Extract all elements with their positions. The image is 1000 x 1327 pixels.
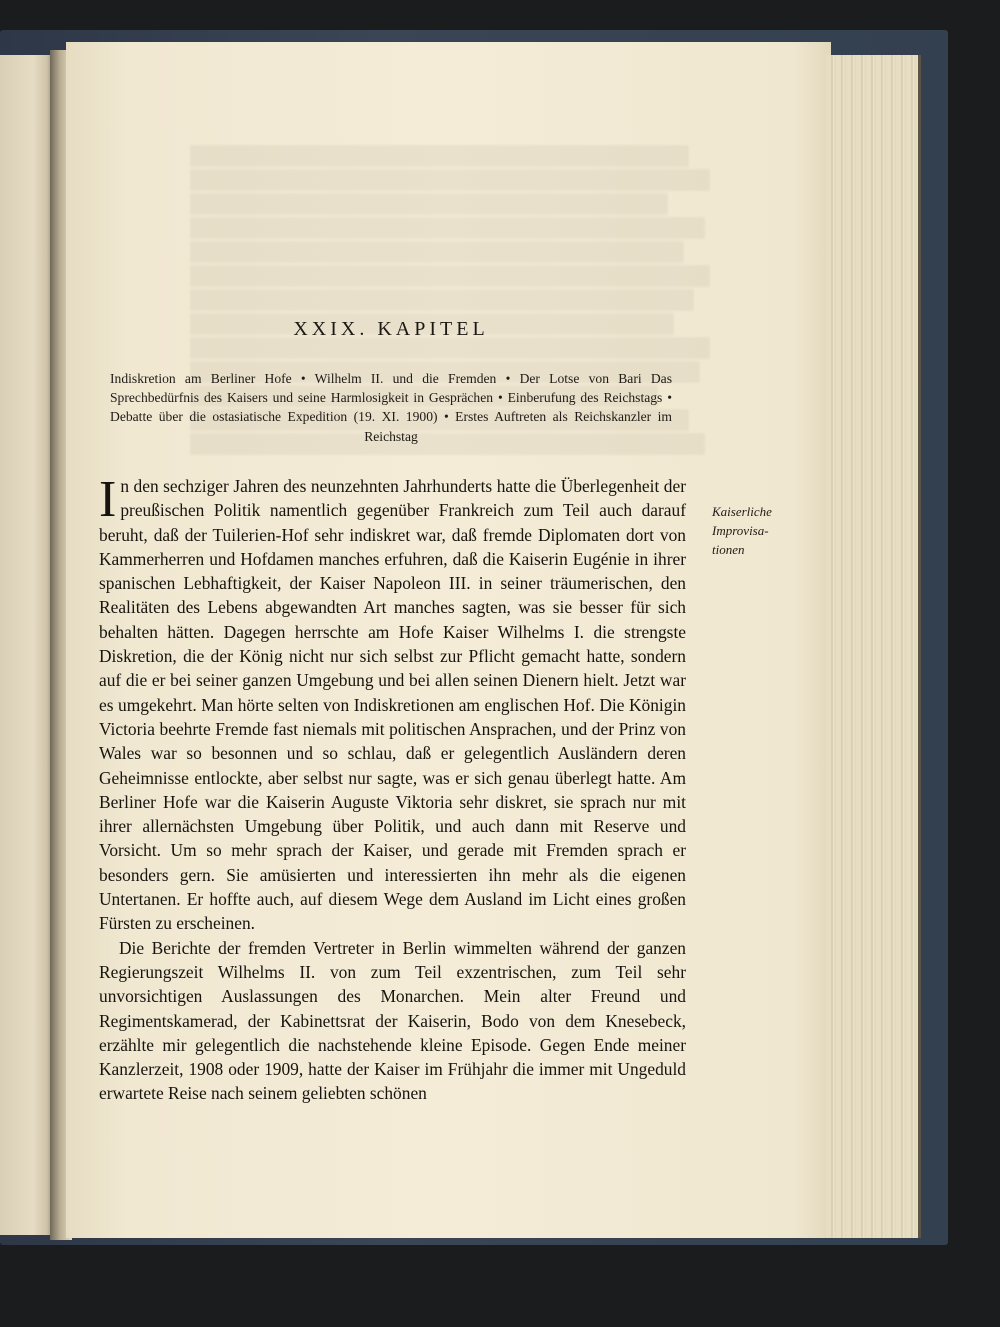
- page-block-edges: [826, 55, 921, 1238]
- chapter-summary: Indiskretion am Berliner Hofe • Wilhelm II. und die Fremden • Der Lotse von Bari Das Sprechbedürfnis des Kaisers und seine Harmlosigkeit in Gesprächen • Einberufung des Reichstags • Debatte über die ostasiatische Expedition (19. XI. 1900) • Erstes Auftreten als Reichskanzler im Reichstag: [110, 371, 672, 444]
- paragraph: [99, 471, 686, 936]
- paragraph-text: n den sechziger Jahren des neunzehnten Jahrhunderts hatte die Überlegenheit der preußischen Politik namentlich gegenüber Frankreich zum Teil auch darauf beruht, daß der Tuilerien-Hof sehr indiskret war, daß fremde Diplomaten dort von Kammerherren und Hofdamen manches erfuhren, daß die Kaiserin Eugénie in ihrer spanischen Lebhaftigkeit, der Kaiser Napoleon III. in seiner träumerischen, den Realitäten des Lebens abgewandten Art manches sagten, was sie besser für sich behalten hätten. Dagegen herrschte am Hofe Kaiser Wilhelms I. die strengste Diskretion, die der König nicht nur sich selbst zur Pflicht gemacht hatte, sondern auf die er bei seiner ganzen Umgebung und bei allen seinen Dienern hielt. Jetzt war es umgekehrt. Man hörte selten von Indiskretionen am englischen Hof. Die Königin Victoria beehrte Fremde fast niemals mit politischen Ansprachen, und der Prinz von Wales war so besonnen und so schlau, daß er gelegentlich Ausländern deren Geheimnisse entlockte, aber selbst nur sagte, was er sich genau überlegt hatte. Am Berliner Hofe war die Kaiserin Auguste Viktoria sehr diskret, sie sprach nur mit ihrer allernächsten Umgebung über Politik, und auch dann mit Reserve und Vorsicht. Um so mehr sprach der Kaiser, und gerade mit Fremden sprach er besonders gern. Sie amüsierten und interessierten ihn mehr als die eigenen Untertanen. Er hoffte auch, auf diesem Wege dem Ausland im Licht eines großen Fürsten zu erscheinen.: [99, 476, 686, 934]
- marginal-note-line: Improvisa-: [712, 523, 769, 538]
- paragraph: Die Berichte der fremden Vertreter in Berlin wimmelten während der ganzen Regierungszeit Wilhelms II. von zum Teil exzentrischen, zum Teil sehr unvorsichtigen Auslassungen des Monarchen. Mein alter Freund und Regimentskamerad, der Kabinettsrat der Kaiserin, Bodo von dem Knesebeck, erzählte mir gelegentlich die nachstehende kleine Episode. Gegen Ende meiner Kanzlerzeit, 1908 oder 1909, hatte der Kaiser im Frühjahr die immer mit Ungeduld erwartete Reise nach seinem geliebten schönen: [99, 937, 686, 1104]
- chapter-title: XXIX. KAPITEL: [293, 318, 489, 340]
- marginal-note-line: Kaiserliche: [712, 504, 772, 519]
- marginal-note: [712, 502, 802, 559]
- body-text: [99, 471, 686, 1106]
- marginal-note-line: tionen: [712, 542, 745, 557]
- left-page-edge: [0, 55, 55, 1235]
- drop-cap: I: [99, 471, 117, 528]
